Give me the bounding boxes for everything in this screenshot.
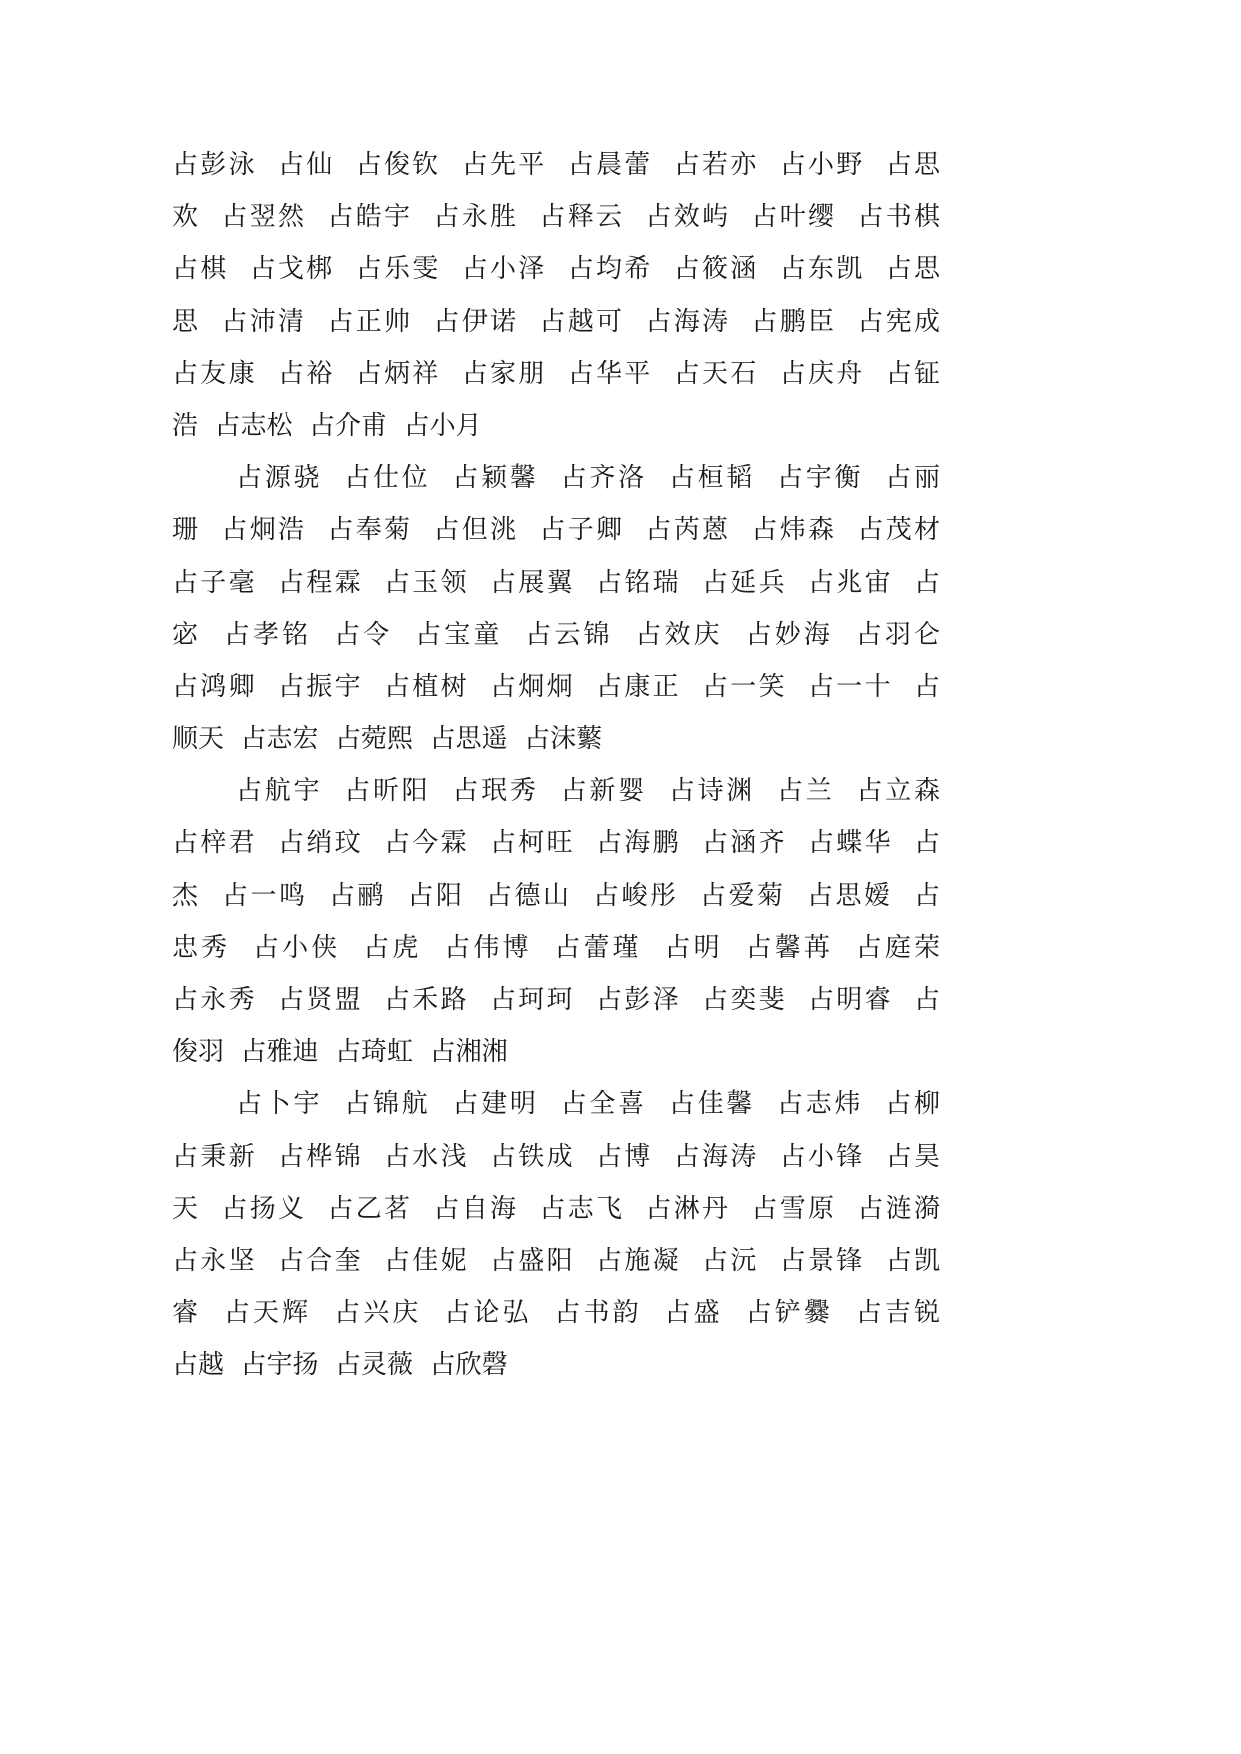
text-line: 天 占扬义 占乙茗 占自海 占志飞 占淋丹 占雪原 占涟漪 [172, 1193, 940, 1224]
text-line: 占永秀 占贤盟 占禾路 占珂珂 占彭泽 占奕斐 占明睿 占 [172, 985, 940, 1015]
text-line: 占友康 占裕 占炳祥 占家朋 占华平 占天石 占庆舟 占钲 [172, 358, 940, 389]
text-line: 顺天 占志宏 占菀熙 占思遥 占沫蘩 [172, 724, 603, 755]
text-line: 占源骁 占仕位 占颖馨 占齐洛 占桓韬 占宇衡 占丽 [236, 463, 940, 494]
text-line: 占棋 占戈梆 占乐雯 占小泽 占均希 占筱涵 占东凯 占思 [172, 254, 940, 285]
text-line: 占航宇 占昕阳 占珉秀 占新婴 占诗渊 占兰 占立森 [236, 776, 940, 807]
text-line: 珊 占炯浩 占奉菊 占但洮 占子卿 占芮蒽 占炜森 占茂材 [172, 515, 940, 546]
text-line: 占鸿卿 占振宇 占植树 占炯炯 占康正 占一笑 占一十 占 [172, 671, 940, 702]
text-line: 睿 占天辉 占兴庆 占论弘 占书韵 占盛 占铲爨 占吉锐 [172, 1298, 940, 1329]
text-line: 忠秀 占小侠 占虎 占伟博 占蕾瑾 占明 占馨苒 占庭荣 [172, 932, 940, 963]
text-line: 占梓君 占绡玟 占今霖 占柯旺 占海鹏 占涵齐 占蝶华 占 [172, 828, 940, 859]
text-line: 宓 占孝铭 占令 占宝童 占云锦 占效庆 占妙海 占羽仑 [172, 619, 940, 650]
text-line: 占卜宇 占锦航 占建明 占全喜 占佳馨 占志炜 占柳 [236, 1089, 940, 1120]
text-line: 浩 占志松 占介甫 占小月 [172, 410, 482, 441]
text-line: 占彭泳 占仙 占俊钦 占先平 占晨蕾 占若亦 占小野 占思 [172, 150, 940, 180]
text-line: 思 占沛清 占正帅 占伊诺 占越可 占海涛 占鹏臣 占宪成 [172, 306, 940, 337]
text-line: 占永坚 占合奎 占佳妮 占盛阳 占施凝 占沅 占景锋 占凯 [172, 1245, 940, 1276]
text-line: 占秉新 占桦锦 占水浅 占铁成 占博 占海涛 占小锋 占昊 [172, 1141, 940, 1172]
text-line: 欢 占翌然 占皓宇 占永胜 占释云 占效屿 占叶缨 占书棋 [172, 202, 940, 233]
text-line: 俊羽 占雅迪 占琦虹 占湘湘 [172, 1037, 508, 1068]
text-line: 杰 占一鸣 占鹂 占阳 占德山 占峻彤 占爱菊 占思嫒 占 [172, 880, 940, 911]
paragraph-2 [172, 452, 940, 765]
text-line: 占子毫 占程霖 占玉领 占展翼 占铭瑞 占延兵 占兆宙 占 [172, 567, 940, 598]
paragraph-1 [172, 139, 940, 452]
paragraph-4 [172, 1078, 940, 1391]
document-page [172, 139, 940, 1392]
paragraph-3 [172, 765, 940, 1078]
text-line: 占越 占宇扬 占灵薇 占欣磬 [172, 1350, 508, 1381]
